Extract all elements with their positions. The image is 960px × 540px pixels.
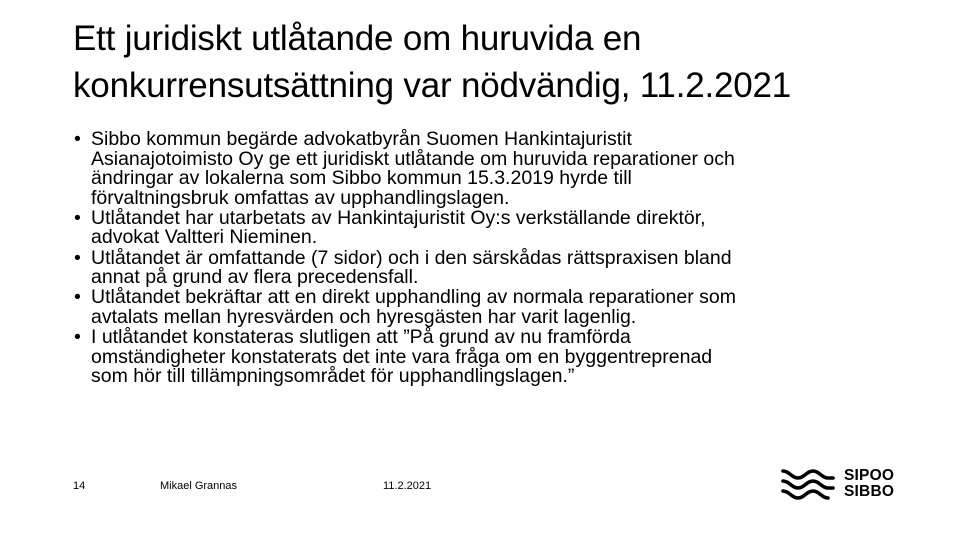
bullet-text-line: advokat Valtteri Nieminen. [91,226,318,249]
bullet-icon: • [74,286,81,309]
logo-text-sibbo: SIBBO [844,483,895,500]
bullet-icon: • [74,246,81,269]
logo-wordmark [844,468,894,500]
bullet-item-5 [73,325,903,388]
bullet-text-line: Sibbo kommun begärde advokatbyrån Suomen Hankintajuristit [91,128,632,150]
bullet-text-line: Utlåtandet är omfattande (7 sidor) och i den särskådas rättspraxisen bland [91,246,732,269]
sipoo-sibbo-logo [780,467,900,503]
bullet-item-3 [73,246,903,289]
footer-author: Mikael Grannas [160,480,238,492]
logo-text-sipoo: SIPOO [844,467,895,484]
bullet-text-line: annat på grund av flera precedensfall. [91,266,419,289]
bullet-text-line: Utlåtandet har utarbetats av Hankintajuristit Oy:s verkställande direktör, [91,206,706,229]
bullet-icon: • [74,206,81,229]
bullet-text-line: Utlåtandet bekräftar att en direkt upphandling av normala reparationer som [91,286,736,309]
bullet-text-line: förvaltningsbruk omfattas av upphandlingslagen. [91,186,510,209]
footer-date: 11.2.2021 [383,480,432,492]
bullet-item-4 [73,288,903,327]
sipoo-sibbo-wave-logo-icon [780,467,836,501]
bullet-item-1 [73,130,903,208]
bullet-text-line: avtalats mellan hyresvärden och hyresgästen har varit lagenlig. [91,305,637,328]
title-line-2: konkurrensutsättning var nödvändig, 11.2.2021 [73,66,792,105]
bullet-text-line: som hör till tillämpningsområdet för upphandlingslagen.” [91,365,575,388]
title-line-1: Ett juridiskt utlåtande om huruvida en [73,19,642,58]
bullet-text-line: I utlåtandet konstateras slutligen att ”På grund av nu framförda [91,325,631,348]
slide-title [73,15,933,109]
bullet-icon: • [74,128,81,150]
bullet-text-line: ändringar av lokalerna som Sibbo kommun 15.3.2019 hyrde till [91,167,632,190]
bullet-list [73,130,903,387]
bullet-icon: • [74,325,81,348]
page-number: 14 [73,480,86,492]
bullet-text-line: omständigheter konstaterats det inte vara fråga om en byggentreprenad [91,345,713,368]
bullet-item-2 [73,206,903,249]
bullet-text-line: Asianajotoimisto Oy ge ett juridiskt utlåtande om huruvida reparationer och [91,147,735,170]
